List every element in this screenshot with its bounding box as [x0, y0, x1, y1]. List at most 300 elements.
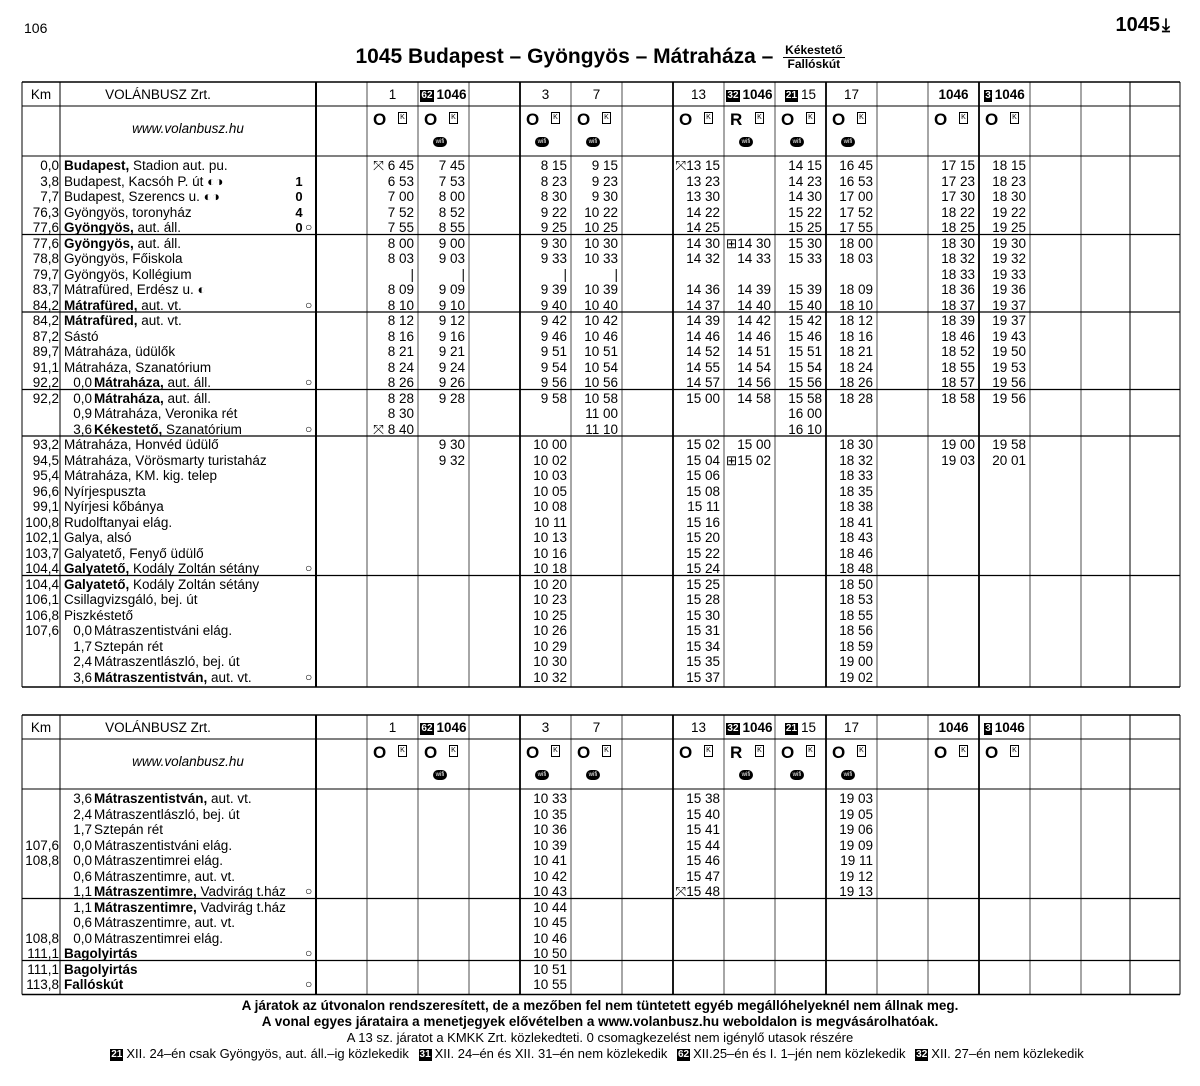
- stop-name: [94, 884, 286, 900]
- km-branch-value: 2,4: [73, 806, 92, 822]
- footer-note-stops: A járatok az útvonalon rendszeresített, de a mezőben fel nem tüntetett egyéb megállóhelyeknél nem állnak meg.: [241, 998, 959, 1013]
- departure-time: 15 31: [686, 623, 720, 638]
- trip-number-text: 3: [541, 87, 550, 102]
- direction-marker: 4: [295, 204, 303, 220]
- trip-badge: 3: [985, 723, 991, 734]
- departure-time: 15 24: [686, 561, 720, 576]
- departure-time: ⤧ 8 40: [373, 421, 414, 437]
- stop-name-main: Galyatető, Fenyő üdülő: [64, 545, 204, 561]
- service-symbol: O: [781, 743, 795, 762]
- trip-number-text: 1046: [994, 87, 1025, 102]
- departure-time: 15 30: [686, 607, 720, 623]
- departure-time: 14 46: [737, 328, 771, 344]
- departure-time: 18 59: [839, 638, 873, 654]
- departure-time: 6 53: [387, 173, 414, 189]
- trip-badge: 21: [785, 723, 798, 734]
- departure-time: 8 24: [387, 359, 414, 375]
- departure-time: 18 53: [839, 592, 873, 607]
- departure-time: 10 51: [584, 344, 618, 359]
- departure-time: 9 54: [540, 359, 567, 375]
- departure-time: 10 42: [584, 313, 618, 328]
- departure-time: 10 36: [533, 822, 567, 837]
- departure-time: 17 00: [839, 189, 873, 204]
- departure-time: 15 20: [686, 530, 720, 545]
- departure-time: 8 10: [387, 297, 414, 313]
- trip-badge: 32: [727, 90, 739, 101]
- departure-time: 19 05: [839, 806, 873, 822]
- departure-time: 15 02: [686, 437, 720, 452]
- departure-time: 10 41: [533, 853, 567, 868]
- stop-name-main: Mátraszentistván,: [94, 669, 208, 685]
- wifi-icon: wifi: [841, 137, 855, 147]
- departure-time: 15 40: [686, 806, 720, 822]
- departure-time: 19 50: [992, 344, 1026, 359]
- km-value: 83,7: [32, 282, 59, 297]
- departure-time: 18 35: [839, 483, 873, 499]
- accessibility-icon: K: [755, 112, 764, 124]
- departure-time: 10 54: [584, 359, 618, 375]
- stop-name-main: Mátraháza, Szanatórium: [64, 359, 212, 375]
- km-value: 87,2: [32, 328, 59, 344]
- departure-time: 10 16: [533, 545, 567, 561]
- departure-time: 15 44: [686, 837, 720, 853]
- stop-end-icon: ○: [305, 375, 313, 389]
- departure-time: |: [410, 266, 414, 282]
- departure-time: 19 02: [839, 669, 873, 685]
- departure-time: 10 33: [533, 791, 567, 806]
- departure-time: 15 47: [686, 868, 720, 884]
- trip-number: [826, 720, 877, 735]
- service-symbol: O: [577, 743, 591, 762]
- departure-time: ⤧ 6 45: [373, 158, 414, 173]
- service-symbol: O: [577, 110, 591, 129]
- departure-time: 10 32: [533, 669, 567, 685]
- stop-name-main: Mátraszentlászló, bej. út: [94, 654, 240, 669]
- departure-time: 15 51: [788, 344, 822, 359]
- accessibility-icon: K: [755, 745, 764, 757]
- km-value: 94,5: [32, 452, 59, 468]
- stop-name: [94, 807, 240, 823]
- departure-time: 18 57: [941, 375, 975, 390]
- km-value: 100,8: [25, 514, 59, 530]
- trip-number-text: 1046: [436, 87, 467, 102]
- departure-time: 19 58: [992, 437, 1026, 452]
- stop-name-main: Piszkéstető: [64, 607, 134, 623]
- departure-time: 18 30: [839, 437, 873, 452]
- departure-time: 18 21: [839, 344, 873, 359]
- departure-time: 18 43: [839, 530, 873, 545]
- departure-time: 15 16: [686, 514, 720, 530]
- departure-time: 8 09: [387, 282, 414, 297]
- departure-time: 14 25: [686, 220, 720, 235]
- website-link[interactable]: www.volanbusz.hu: [132, 754, 244, 769]
- accessibility-icon: K: [398, 745, 407, 757]
- km-value: 84,2: [32, 313, 59, 328]
- stop-name: [94, 900, 286, 916]
- departure-time: 8 23: [540, 173, 567, 189]
- trip-number-text: 13: [690, 87, 707, 102]
- departure-time: 18 09: [839, 282, 873, 297]
- trip-number-text: 1046: [742, 87, 773, 102]
- stop-name-main: Gyöngyös,: [64, 220, 134, 235]
- departure-time: 18 30: [941, 235, 975, 251]
- km-value: 0,0: [40, 158, 59, 173]
- departure-time: 14 37: [686, 297, 720, 313]
- departure-time: 14 30: [686, 235, 720, 251]
- departure-time: 10 50: [533, 946, 567, 961]
- departure-time: 18 26: [839, 375, 873, 390]
- km-branch-value: 0,0: [73, 623, 92, 638]
- stop-name-main: Budapest,: [64, 158, 130, 173]
- km-value: 78,8: [32, 251, 59, 266]
- km-value: 108,8: [25, 853, 59, 868]
- departure-time: 18 15: [992, 158, 1026, 173]
- departure-time: 10 56: [584, 375, 618, 390]
- stop-name: [94, 791, 252, 807]
- note-text: XII. 27–én nem közlekedik: [931, 1046, 1084, 1061]
- wifi-icon: wifi: [739, 770, 753, 780]
- departure-time: 15 04: [686, 452, 720, 468]
- departure-time: 15 41: [686, 822, 720, 837]
- accessibility-icon: K: [398, 112, 407, 124]
- km-value: 107,6: [25, 623, 59, 638]
- departure-time: 19 00: [839, 654, 873, 669]
- stop-name-main: Fallóskút: [64, 977, 124, 992]
- km-value: 104,4: [25, 561, 59, 576]
- departure-time: 10 23: [533, 592, 567, 607]
- km-value: 102,1: [25, 530, 59, 545]
- accessibility-icon: K: [1010, 745, 1019, 757]
- trip-badge: 32: [727, 723, 739, 734]
- stop-name-detail: aut. vt.: [207, 791, 252, 806]
- departure-time: 10 03: [533, 468, 567, 483]
- departure-time: 15 22: [686, 545, 720, 561]
- departure-time: 19 56: [992, 390, 1026, 406]
- accessibility-icon: K: [806, 745, 815, 757]
- departure-time: 14 39: [686, 313, 720, 328]
- stop-name-main: Galyatető,: [64, 576, 130, 592]
- km-value: 7,7: [40, 189, 59, 204]
- stop-name-detail: aut. áll.: [163, 390, 212, 406]
- stop-end-icon: ○: [305, 297, 313, 312]
- direction-marker: 0: [295, 189, 303, 204]
- km-value: 77,6: [32, 235, 59, 251]
- departure-time: 10 51: [533, 961, 567, 977]
- departure-time: 9 09: [438, 282, 465, 297]
- km-value: 113,8: [26, 977, 59, 992]
- accessibility-icon: K: [1010, 112, 1019, 124]
- departure-time: 8 03: [387, 251, 414, 266]
- departure-time: 15 33: [788, 251, 822, 266]
- departure-time: 20 01: [992, 452, 1026, 468]
- departure-time: 10 20: [533, 576, 567, 592]
- stop-end-icon: ○: [305, 561, 313, 575]
- stop-name-detail: aut. áll.: [133, 235, 182, 251]
- departure-time: 15 11: [687, 499, 720, 514]
- stop-name-detail: Vadvirág t.ház: [196, 899, 286, 915]
- km-header: Km: [30, 720, 52, 735]
- departure-time: 9 16: [438, 328, 465, 344]
- wifi-icon: wifi: [586, 770, 600, 780]
- departure-time: 18 32: [941, 251, 975, 266]
- km-branch-value: 0,9: [73, 406, 92, 421]
- departure-time: 17 52: [839, 204, 873, 220]
- departure-time: 10 11: [534, 514, 567, 530]
- departure-time: 10 30: [533, 654, 567, 669]
- stop-name: [94, 853, 223, 869]
- footer-note-tickets: A vonal egyes járataira a menetjegyek elővételben a www.volanbusz.hu weboldalon is megvásárolhatóak.: [261, 1014, 939, 1029]
- departure-time: 10 22: [584, 204, 618, 220]
- trip-number-text: 17: [843, 720, 860, 735]
- direction-marker: 1: [295, 173, 303, 189]
- departure-time: 9 26: [438, 375, 465, 390]
- departure-time: 10 30: [584, 235, 618, 251]
- stop-name: [94, 915, 235, 931]
- trip-number: [673, 720, 724, 735]
- departure-time: 7 45: [438, 158, 465, 173]
- departure-time: 10 26: [533, 623, 567, 638]
- departure-time: 10 46: [533, 930, 567, 946]
- stop-name-main: Mátraháza, üdülők: [64, 344, 176, 359]
- stop-name-main: Mátraszentistván,: [94, 791, 208, 806]
- departure-time: 9 58: [540, 390, 567, 406]
- departure-time: 10 05: [533, 483, 567, 499]
- km-branch-value: 0,0: [73, 837, 92, 853]
- departure-time: 8 00: [387, 235, 414, 251]
- departure-time: 17 23: [941, 173, 975, 189]
- departure-time: 19 53: [992, 359, 1026, 375]
- departure-time: 14 55: [686, 359, 720, 375]
- trip-badge: 21: [785, 90, 798, 101]
- departure-time: 19 25: [992, 220, 1026, 235]
- departure-time: 9 51: [540, 344, 567, 359]
- stop-name-main: Mátraszentlászló, bej. út: [94, 806, 240, 822]
- km-value: 3,8: [40, 173, 59, 189]
- accessibility-icon: K: [704, 112, 713, 124]
- stop-end-icon: ○: [305, 669, 313, 684]
- departure-time: 7 55: [387, 220, 414, 235]
- service-symbol: O: [424, 743, 438, 762]
- departure-time: 18 55: [839, 607, 873, 623]
- departure-time: 8 16: [387, 328, 414, 344]
- departure-time: 10 46: [584, 328, 618, 344]
- departure-time: 18 30: [992, 189, 1026, 204]
- departure-time: ⊞14 30: [725, 235, 771, 251]
- departure-time: 15 37: [686, 669, 720, 685]
- departure-time: 19 00: [941, 437, 975, 452]
- departure-time: 11 10: [585, 421, 618, 437]
- trip-number: [979, 720, 1030, 735]
- departure-time: 16 00: [788, 406, 822, 421]
- departure-time: 18 32: [839, 452, 873, 468]
- stop-name: [94, 838, 232, 854]
- departure-time: 9 00: [438, 235, 465, 251]
- departure-time: 15 22: [788, 204, 822, 220]
- service-symbol: O: [832, 110, 846, 129]
- departure-time: ⤧15 48: [675, 884, 720, 899]
- stop-name-detail: Kodály Zoltán sétány: [129, 576, 260, 592]
- departure-time: 18 39: [941, 313, 975, 328]
- departure-time: |: [461, 266, 465, 282]
- stop-name: [64, 977, 123, 993]
- departure-time: 14 42: [737, 313, 771, 328]
- km-branch-value: 1,7: [73, 638, 92, 654]
- km-value: 111,1: [27, 946, 59, 961]
- service-symbol: O: [679, 110, 693, 129]
- km-branch-value: 1,1: [73, 899, 92, 915]
- stop-name-main: Budapest, Szerencs u. ◐◑: [64, 189, 220, 204]
- km-value: 95,4: [32, 468, 59, 483]
- service-symbol: O: [526, 743, 540, 762]
- departure-time: 10 43: [533, 884, 567, 899]
- km-branch-value: 0,0: [73, 375, 92, 390]
- accessibility-icon: K: [551, 745, 560, 757]
- km-branch-value: 3,6: [73, 421, 92, 437]
- stop-name-main: Mátraszentistváni elág.: [94, 837, 233, 853]
- wifi-icon: wifi: [790, 770, 804, 780]
- service-symbol: O: [424, 110, 438, 129]
- stop-name-main: Galya, alsó: [64, 530, 132, 545]
- departure-time: 8 12: [387, 313, 414, 328]
- km-value: 96,6: [32, 483, 59, 499]
- departure-time: 18 33: [839, 468, 873, 483]
- departure-time: 8 00: [438, 189, 465, 204]
- departure-time: 10 40: [584, 297, 618, 313]
- trip-number-text: 1046: [938, 720, 969, 735]
- stop-name-main: Mátrafüred,: [64, 313, 138, 328]
- departure-time: 9 28: [438, 390, 465, 406]
- trip-number: [367, 720, 418, 735]
- km-branch-value: 0,6: [73, 868, 92, 884]
- departure-time: 15 38: [686, 791, 720, 806]
- title-branch-bottom: Fallóskút: [787, 57, 841, 71]
- departure-time: 9 22: [540, 204, 567, 220]
- departure-time: 9 15: [591, 158, 618, 173]
- departure-time: 9 03: [438, 251, 465, 266]
- departure-time: 18 28: [839, 390, 873, 406]
- departure-time: 19 03: [941, 452, 975, 468]
- wifi-icon: wifi: [790, 137, 804, 147]
- departure-time: 15 25: [686, 576, 720, 592]
- website-link[interactable]: www.volanbusz.hu: [132, 121, 244, 136]
- accessibility-icon: K: [449, 745, 458, 757]
- departure-time: 18 52: [941, 344, 975, 359]
- trip-number-text: 1046: [994, 720, 1025, 735]
- departure-time: 19 22: [992, 204, 1026, 220]
- departure-time: 10 13: [533, 530, 567, 545]
- accessibility-icon: K: [551, 112, 560, 124]
- departure-time: 19 13: [839, 884, 873, 899]
- departure-time: 15 40: [788, 297, 822, 313]
- trip-badge: 62: [421, 723, 433, 734]
- km-branch-value: 3,6: [73, 791, 92, 806]
- trip-number-text: 15: [801, 87, 817, 102]
- departure-time: 15 58: [788, 390, 822, 406]
- km-value: 107,6: [25, 837, 59, 853]
- departure-time: 8 15: [540, 158, 567, 173]
- stop-name: [94, 822, 163, 838]
- departure-time: 8 30: [387, 406, 414, 421]
- departure-time: 9 12: [438, 313, 465, 328]
- stop-name-main: Gyöngyös, Kollégium: [64, 266, 192, 282]
- departure-time: 8 21: [387, 344, 414, 359]
- stop-end-icon: ○: [305, 421, 313, 436]
- departure-time: 14 33: [737, 251, 771, 266]
- stop-name-main: Nyírjespuszta: [64, 483, 146, 499]
- departure-time: 10 58: [584, 390, 618, 406]
- departure-time: |: [614, 266, 618, 282]
- stop-name-main: Bagolyirtás: [64, 961, 138, 977]
- km-value: 108,8: [25, 930, 59, 946]
- departure-time: 10 39: [584, 282, 618, 297]
- departure-time: 15 08: [686, 483, 720, 499]
- departure-time: 18 46: [941, 328, 975, 344]
- wifi-icon: wifi: [586, 137, 600, 147]
- departure-time: 16 10: [788, 421, 822, 437]
- departure-time: 9 46: [540, 328, 567, 344]
- departure-time: 18 46: [839, 545, 873, 561]
- stop-name-main: Mátraszentimre, aut. vt.: [94, 868, 236, 884]
- km-value: 79,7: [32, 266, 59, 282]
- accessibility-icon: K: [857, 112, 866, 124]
- stop-end-icon: ○: [305, 884, 313, 898]
- note-text: XII. 24–én és XII. 31–én nem közlekedik: [434, 1046, 671, 1061]
- footer-notes-row: [0, 1046, 1200, 1061]
- direction-marker: 0: [295, 220, 303, 235]
- departure-time: 15 56: [788, 375, 822, 390]
- km-value: 93,2: [32, 437, 59, 452]
- trip-number-text: 7: [592, 87, 601, 102]
- trip-number: [928, 720, 979, 735]
- departure-time: 9 25: [540, 220, 567, 235]
- km-branch-value: 0,0: [73, 390, 92, 406]
- departure-time: 18 16: [839, 328, 873, 344]
- stop-name-main: Mátraháza, Vörösmarty turistaház: [64, 452, 267, 468]
- departure-time: 18 41: [839, 514, 873, 530]
- departure-time: 8 26: [387, 375, 414, 390]
- trip-number-text: 3: [541, 720, 550, 735]
- departure-time: 18 25: [941, 220, 975, 235]
- route-number: 1045: [1115, 14, 1161, 36]
- stop-name-main: Mátraszentimrei elág.: [94, 930, 224, 946]
- departure-time: 19 56: [992, 375, 1026, 390]
- departure-time: 11 00: [585, 406, 618, 421]
- departure-time: 18 48: [839, 561, 873, 576]
- departure-time: 9 30: [591, 189, 618, 204]
- stop-name-main: Gyöngyös, toronyház: [64, 204, 192, 220]
- km-value: 111,1: [27, 961, 59, 977]
- km-value: 77,6: [32, 220, 59, 235]
- km-value: 106,1: [25, 592, 59, 607]
- km-value: 91,1: [32, 359, 59, 375]
- stop-name-main: Budapest, Kacsóh P. út ◐◑: [64, 173, 224, 189]
- stop-name-main: Mátraháza, Honvéd üdülő: [64, 437, 219, 452]
- departure-time: 10 25: [584, 220, 618, 235]
- departure-time: 9 30: [438, 437, 465, 452]
- km-branch-value: 0,0: [73, 853, 92, 868]
- departure-time: 14 39: [737, 282, 771, 297]
- trip-number-text: 7: [592, 720, 601, 735]
- departure-time: 15 46: [686, 853, 720, 868]
- service-symbol: O: [985, 743, 999, 762]
- km-branch-value: 2,4: [73, 654, 92, 669]
- departure-time: 17 30: [941, 189, 975, 204]
- trip-number: [775, 720, 826, 735]
- accessibility-icon: K: [449, 112, 458, 124]
- trip-number-text: 13: [690, 720, 707, 735]
- departure-time: ⤧13 15: [675, 158, 720, 173]
- departure-time: 10 02: [533, 452, 567, 468]
